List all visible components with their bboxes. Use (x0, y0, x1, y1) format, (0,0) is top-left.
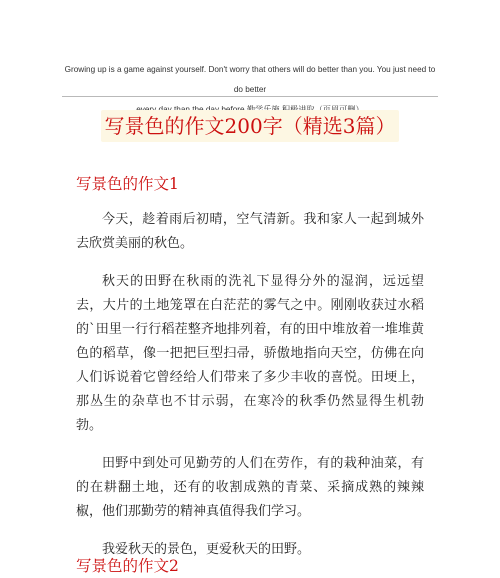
paragraph: 秋天的田野在秋雨的洗礼下显得分外的湿润，远远望去，大片的土地笼罩在白茫茫的雾气之中。刚刚收获过水稻的`田里一行行稻茬整齐地排列着，有的田中堆放着一堆堆黄色的稻草，像一把把巨型扫帚，骄傲地指向天空，仿佛在向人们诉说着它曾经给人们带来了多少丰收的喜悦。田埂上，那丛生的杂草也不甘示弱，在寒冷的秋季仍然显得生机勃勃。 (76, 274, 424, 433)
document-title: 写景色的作文200字（精选3篇） (104, 114, 396, 138)
section-2-heading: 写景色的作文2 (76, 557, 179, 575)
section-1-heading: 写景色的作文1 (76, 175, 179, 193)
paragraph: 我爱秋天的景色，更爱秋天的田野。 (102, 542, 311, 557)
paragraph: 今天，趁着雨后初晴，空气清新。我和家人一起到城外去欣赏美丽的秋色。 (76, 212, 424, 251)
header-line-1: Growing up is a game against yourself. Don't worry that others will do better than you. You just need to do better (64, 65, 436, 94)
section-1-body (76, 208, 424, 576)
paragraph: 田野中到处可见勤劳的人们在劳作，有的栽种油菜，有的在耕翻土地，还有的收割成熟的青菜、采摘成熟的辣辣椒，他们那勤劳的精神真值得我们学习。 (76, 456, 424, 519)
header-divider (62, 96, 438, 97)
